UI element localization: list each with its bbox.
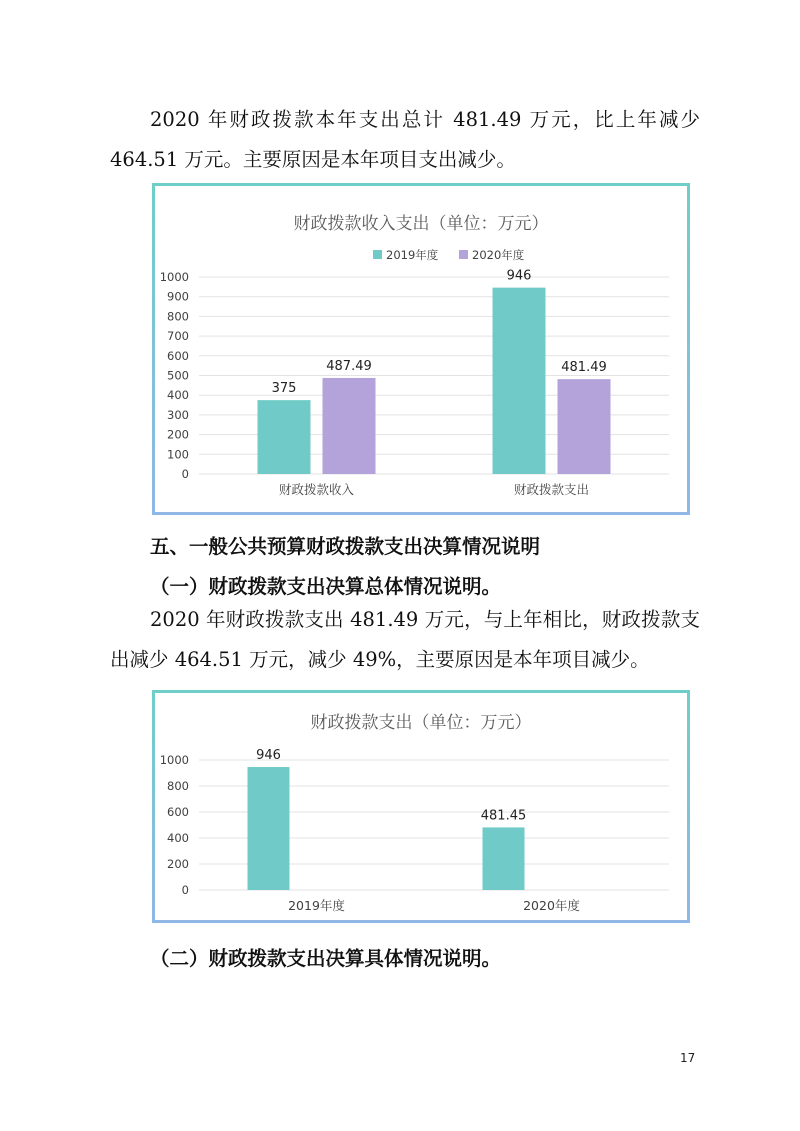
x-category-label: 财政拨款支出 <box>513 482 590 497</box>
data-label: 375 <box>271 381 297 397</box>
y-tick-label: 1000 <box>159 753 189 767</box>
y-tick-label: 300 <box>167 407 189 422</box>
y-tick-label: 500 <box>167 368 189 383</box>
legend-swatch <box>373 250 382 259</box>
y-tick-label: 400 <box>167 388 189 403</box>
section-five-heading: 五、一般公共预算财政拨款支出决算情况说明 <box>150 535 541 558</box>
y-tick-label: 100 <box>167 447 189 462</box>
bar <box>493 288 546 474</box>
data-label: 481.45 <box>480 808 527 824</box>
subsection-two-heading: （二）财政拨款支出决算具体情况说明。 <box>150 947 502 970</box>
y-tick-label: 600 <box>167 805 189 819</box>
legend-swatch <box>459 250 468 259</box>
y-tick-label: 800 <box>167 779 189 793</box>
subsection-one-heading: （一）财政拨款支出决算总体情况说明。 <box>150 575 502 598</box>
y-tick-label: 0 <box>181 467 189 481</box>
y-tick-label: 400 <box>167 831 189 845</box>
chart-income-expenditure-svg <box>155 186 687 512</box>
data-label: 487.49 <box>326 358 372 374</box>
y-tick-label: 200 <box>167 857 189 871</box>
data-label: 481.49 <box>561 360 607 376</box>
bar <box>248 767 290 890</box>
bar <box>483 827 525 890</box>
bar <box>558 379 611 474</box>
y-tick-label: 0 <box>181 883 189 897</box>
y-tick-label: 200 <box>167 427 189 442</box>
legend-label: 2020年度 <box>472 248 525 262</box>
paragraph-expenditure-total: 2020 年财政拨款本年支出总计 481.49 万元，比上年减少 464.51 万元。主要原因是本年项目支出减少。 <box>110 108 700 171</box>
chart-expenditure-svg <box>155 693 687 920</box>
paragraph-expenditure-overview: 2020 年财政拨款支出 481.49 万元，与上年相比，财政拨款支出减少 464.51 万元，减少 49%，主要原因是本年项目减少。 <box>110 608 700 671</box>
legend-label: 2019年度 <box>386 248 439 262</box>
data-label: 946 <box>506 268 532 284</box>
chart-income-expenditure <box>152 183 690 515</box>
chart-title: 财政拨款收入支出（单位：万元） <box>293 214 549 234</box>
bar <box>323 378 376 474</box>
data-label: 946 <box>256 748 281 764</box>
y-tick-label: 700 <box>167 329 189 344</box>
bar <box>258 400 311 474</box>
y-tick-label: 600 <box>167 348 189 363</box>
chart-expenditure <box>152 690 690 923</box>
page-number: 17 <box>680 1051 696 1065</box>
x-category-label: 2020年度 <box>523 898 580 913</box>
y-tick-label: 1000 <box>159 270 189 284</box>
y-tick-label: 800 <box>167 309 189 324</box>
x-category-label: 财政拨款收入 <box>278 482 355 497</box>
x-category-label: 2019年度 <box>288 898 345 913</box>
chart-title: 财政拨款支出（单位：万元） <box>310 713 532 733</box>
y-tick-label: 900 <box>167 289 189 304</box>
